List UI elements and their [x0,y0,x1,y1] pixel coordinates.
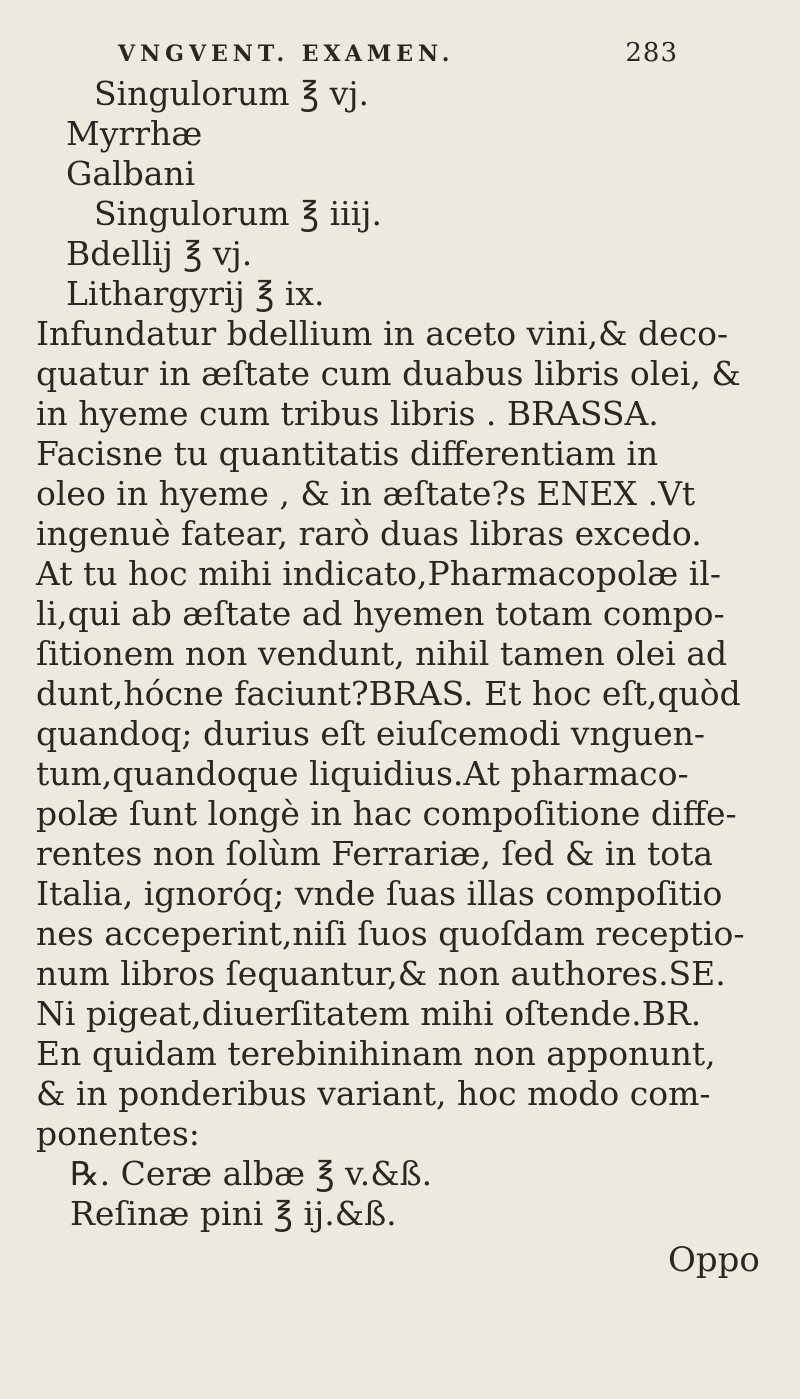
text-line: rentes non ſolùm Ferrariæ, ſed & in tota [36,834,714,873]
text-line: dunt,hócne faciunt?BRAS. Et hoc eſt,quòd [36,674,741,713]
running-header [118,38,678,68]
text-line: ſitionem non vendunt, nihil tamen olei ad [36,634,728,673]
text-line: in hyeme cum tribus libris . BRASSA. [36,394,659,433]
text-line: Infundatur bdellium in aceto vini,& deco- [36,314,729,353]
recipe-line: Reſinæ pini ℥ ij.&ß. [70,1194,397,1233]
text-line: Facisne tu quantitatis differentiam in [36,434,659,473]
text-line: li,qui ab æſtate ad hyemen totam compo- [36,594,725,633]
text-line: ponentes: [36,1114,200,1153]
text-line: Bdellij ℥ vj. [66,234,253,273]
text-line: Singulorum ℥ vj. [94,74,369,113]
text-line: num libros ſequantur,& non authores.SE. [36,954,726,993]
text-line: Lithargyrij ℥ ix. [66,274,325,313]
text-line: tum,quandoque liquidius.At pharmaco- [36,754,689,793]
text-line: polæ ſunt longè in hac compoſitione diffe- [36,794,737,833]
page-number: 283 [625,38,678,68]
text-line: Ni pigeat,diuerſitatem mihi oſtende.BR. [36,994,702,1033]
text-line: En quidam terebinihinam non apponunt, [36,1034,716,1073]
recipe-line: ℞. Ceræ albæ ℥ v.&ß. [70,1154,433,1193]
text-line: quandoq; durius eſt eiuſcemodi vnguen- [36,714,706,753]
text-line: Myrrhæ [66,114,203,153]
text-line: Italia, ignoróq; vnde ſuas illas compoſitio [36,874,723,913]
text-line: ingenuè fatear, rarò duas libras excedo. [36,514,702,553]
text-line: Singulorum ℥ iiij. [94,194,382,233]
text-line: quatur in æſtate cum duabus libris olei, & [36,354,741,393]
text-line: oleo in hyeme , & in æſtate?s ENEX .Vt [36,474,696,513]
text-line: & in ponderibus variant, hoc modo com- [36,1074,711,1113]
catchword: Oppo [668,1240,760,1280]
running-title: VNGVENT. EXAMEN. [118,41,455,67]
text-line: Galbani [66,154,196,193]
text-line: At tu hoc mihi indicato,Pharmacopolæ il- [36,554,722,593]
text-line: nes acceperint,niſi ſuos quoſdam receptio- [36,914,745,953]
